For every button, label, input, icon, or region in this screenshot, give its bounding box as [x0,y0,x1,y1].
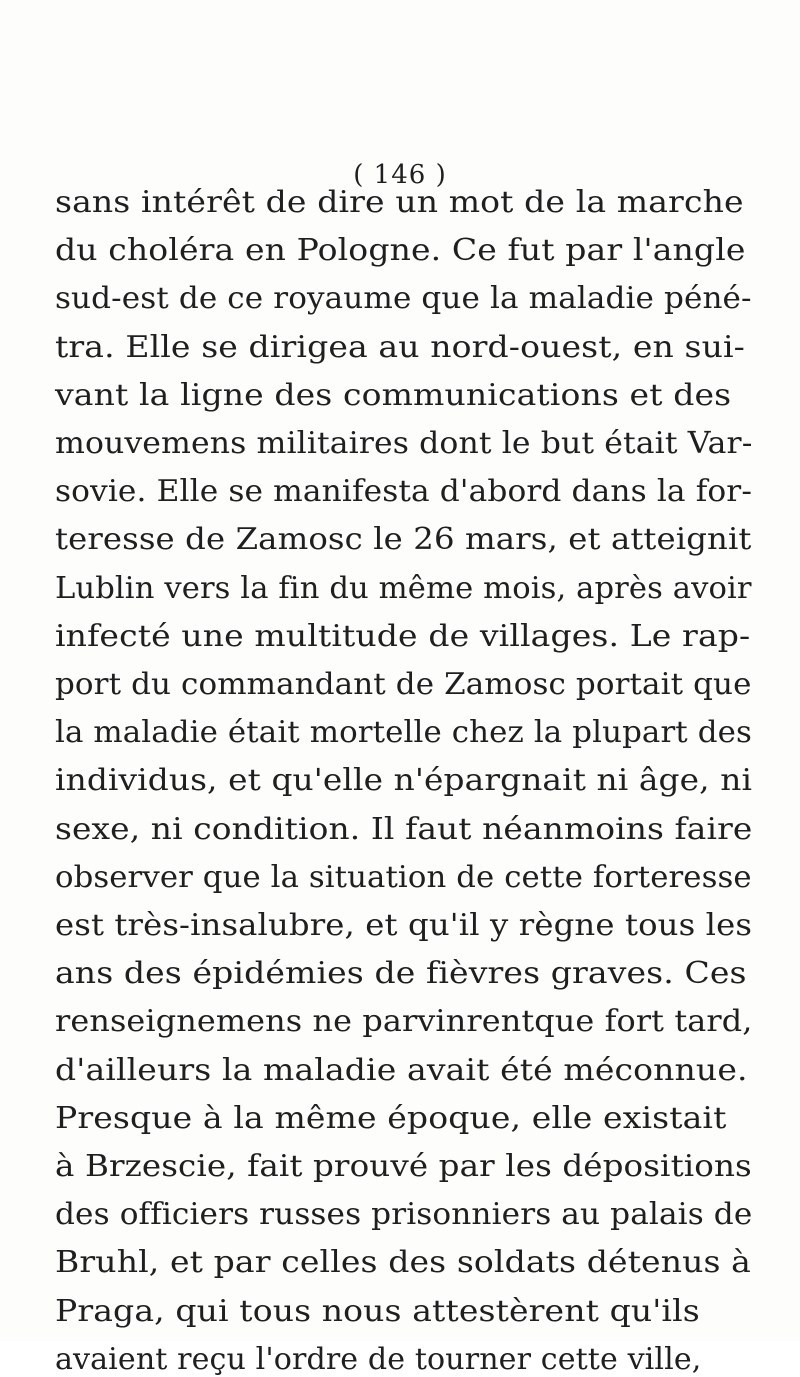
text-line: avaient reçu l'ordre de tourner cette ville, [55,1341,702,1376]
text-line: à Brzescie, fait prouvé par les dépositions [55,1149,752,1183]
text-line: Praga, qui tous nous attestèrent qu'ils [55,1293,700,1328]
text-line: Bruhl, et par celles des soldats détenus à [55,1245,752,1280]
text-line: du choléra en Pologne. Ce fut par l'angle [55,233,746,268]
text-line: port du commandant de Zamosc portait que [55,667,752,701]
text-line: ans des épidémies de fièvres graves. Ces [55,956,747,991]
text-line: sans intérêt de dire un mot de la marche [55,185,744,219]
text-line: teresse de Zamosc le 26 mars, et atteignit [55,522,752,557]
text-line: observer que la situation de cette forteresse [55,859,752,894]
text-line: individus, et qu'elle n'épargnait ni âge, ni [55,763,753,798]
page-number: ( 146 ) [353,160,447,190]
text-line: sexe, ni condition. Il faut néanmoins faire [55,811,753,846]
text-line: des officiers russes prisonniers au palais de [55,1197,753,1232]
text-line: Presque à la même époque, elle existait [55,1100,727,1135]
text-line: vant la ligne des communications et des [55,377,732,412]
text-line: infecté une multitude de villages. Le rap- [55,618,751,653]
text-line: d'ailleurs la maladie avait été méconnue. [55,1052,748,1087]
text-line: sovie. Elle se manifesta d'abord dans la for- [55,474,753,509]
text-line: renseignemens ne parvinrentque fort tard, [55,1004,753,1039]
text-line: sud-est de ce royaume que la maladie péné- [55,281,752,316]
text-line: tra. Elle se dirigea au nord-ouest, en sui- [55,329,745,364]
text-line: est très-insalubre, et qu'il y règne tous les [55,908,753,942]
text-line: mouvemens militaires dont le but était Var- [55,426,753,460]
text-line: la maladie était mortelle chez la plupart des [55,715,752,750]
text-line: Lublin vers la fin du même mois, après avoir [55,570,752,605]
